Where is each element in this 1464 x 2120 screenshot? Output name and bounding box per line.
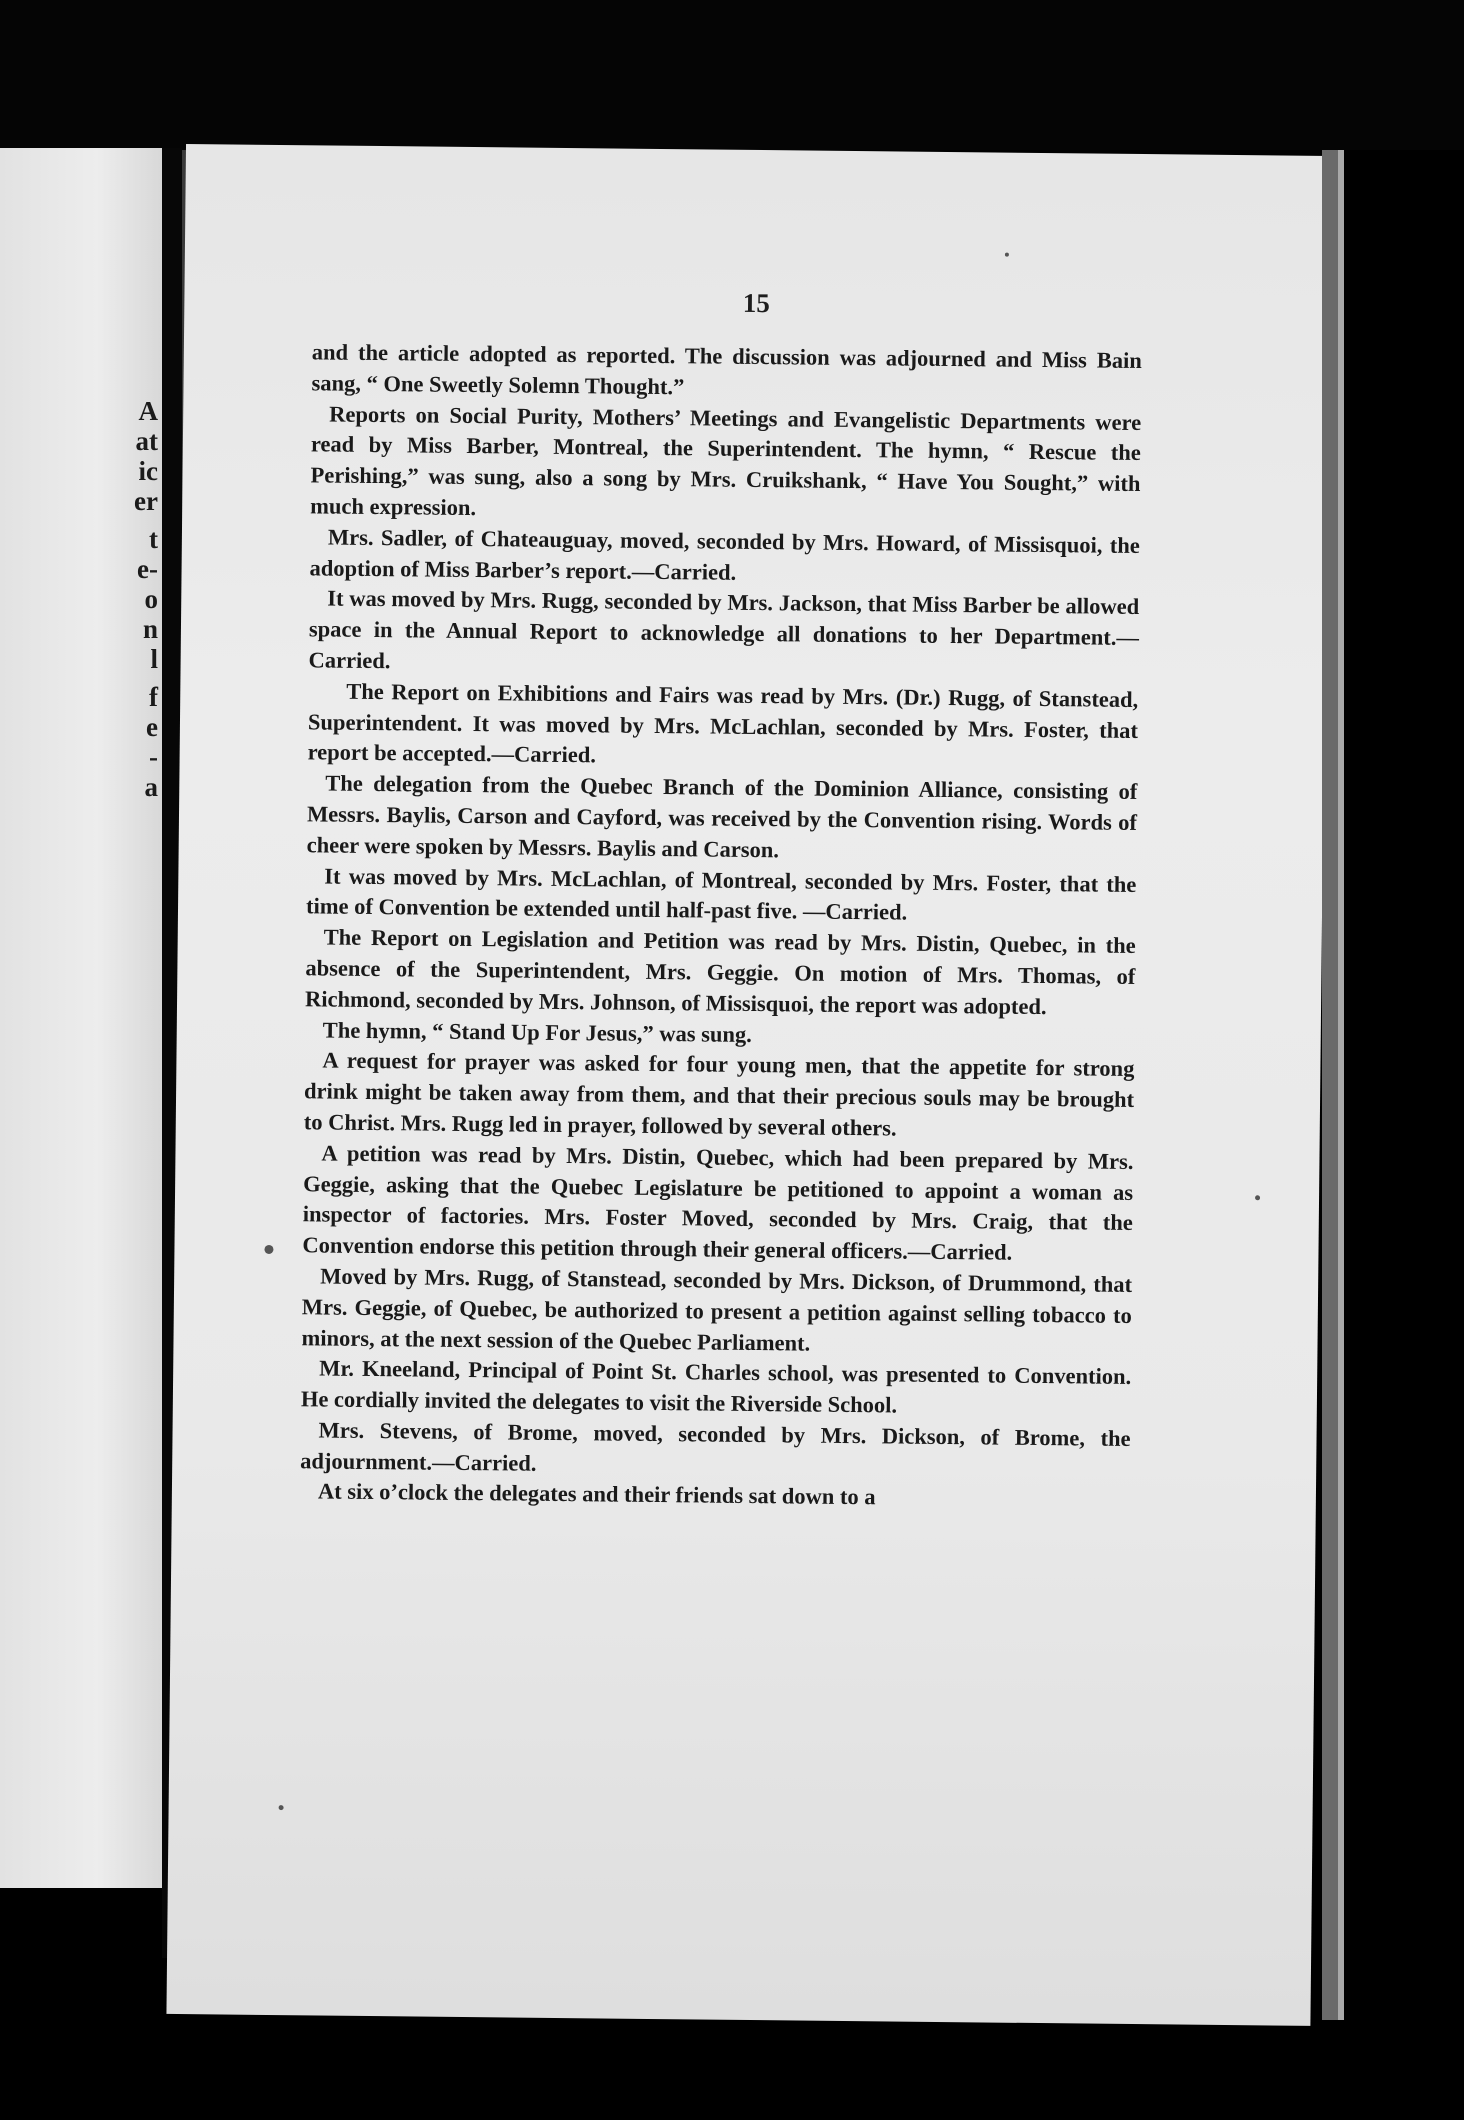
- scan-speck: [1005, 253, 1009, 257]
- left-fragment: at: [135, 426, 158, 456]
- paragraph: The Report on Exhibitions and Fairs was read by Mrs. (Dr.) Rugg, of Stanstead, Superintendent. It was moved by Mrs. McLachlan, seconded by Mrs. Foster, that report be accepted.—Carried.: [307, 678, 1139, 768]
- paragraph: It was moved by Mrs. McLachlan, of Montreal, seconded by Mrs. Foster, that the time of Convention be extended until half-past five. —Carried.: [305, 863, 1137, 925]
- paragraph: It was moved by Mrs. Rugg, seconded by Mrs. Jackson, that Miss Barber be allowed space in the Annual Report to acknowledge all donations to her Department.—Carried.: [308, 585, 1140, 674]
- paragraph: and the article adopted as reported. The discussion was adjourned and Miss Bain sang, “ One Sweetly Solemn Thought.”: [311, 339, 1142, 400]
- paragraph: The hymn, “ Stand Up For Jesus,” was sung.: [322, 1017, 752, 1047]
- paragraph: The delegation from the Quebec Branch of the Dominion Alliance, consisting of Messrs. Baylis, Carson and Cayford, was received by the Convention rising. Words of cheer were spoken by Messrs. Baylis and Carson.: [306, 770, 1138, 863]
- paragraph: At six o’clock the delegates and their friends sat down to a: [317, 1478, 876, 1510]
- left-facing-page: [0, 148, 162, 1888]
- scan-speck: [264, 1245, 273, 1254]
- left-fragment: e-: [137, 554, 158, 584]
- paragraph: A petition was read by Mrs. Distin, Quebec, which had been prepared by Mrs. Geggie, asking that the Quebec Legislature be petitioned to appoint a woman as inspector of factories. Mrs. Foster Moved, seconded by Mrs. Craig, that the Convention endorse this petition through their general officers.—Carried.: [302, 1140, 1134, 1265]
- paragraph: Mrs. Stevens, of Brome, moved, seconded by Mrs. Dickson, of Brome, the adjournment.—Carried.: [300, 1417, 1131, 1476]
- scanner-background: [0, 0, 1464, 150]
- left-fragment: e: [146, 712, 158, 742]
- left-fragment: er: [134, 486, 158, 516]
- left-fragment: ic: [138, 456, 158, 486]
- paragraph: A request for prayer was asked for four young men, that the appetite for strong drink might be taken away from them, and that their precious souls may be brought to Christ. Mrs. Rugg led in prayer, followed by several others.: [303, 1047, 1135, 1141]
- paragraph: Mr. Kneeland, Principal of Point St. Charles school, was presented to Convention. He cordially invited the delegates to visit the Riverside School.: [300, 1355, 1132, 1418]
- page-number: 15: [742, 287, 771, 319]
- page-body-text: [300, 337, 1142, 1516]
- scan-speck: [1255, 1195, 1260, 1200]
- left-fragment: A: [138, 396, 158, 426]
- page-edge: [1338, 150, 1344, 2020]
- left-fragment: l: [150, 644, 158, 674]
- paragraph: The Report on Legislation and Petition was read by Mrs. Distin, Quebec, in the absence of the Superintendent, Mrs. Geggie. On motion of Mrs. Thomas, of Richmond, seconded by Mrs. Johnson, of Missisquoi, the report was adopted.: [304, 924, 1136, 1019]
- left-page-text-fragments: [98, 396, 158, 802]
- left-fragment: t: [149, 524, 158, 554]
- paragraph: Reports on Social Purity, Mothers’ Meetings and Evangelistic Departments were read by Miss Barber, Montreal, the Superintendent. The hymn, “ Rescue the Perishing,” was sung, also a song by Mrs. Cruikshank, “ Have You Sought,” with much expression.: [310, 401, 1142, 521]
- left-fragment: f: [149, 682, 158, 712]
- main-page: [166, 144, 1330, 2026]
- paragraph: Mrs. Sadler, of Chateauguay, moved, seconded by Mrs. Howard, of Missisquoi, the adoption of Miss Barber’s report.—Carried.: [309, 524, 1141, 585]
- left-fragment: o: [144, 584, 158, 614]
- scan-speck: [279, 1805, 284, 1810]
- paragraph: Moved by Mrs. Rugg, of Stanstead, seconded by Mrs. Dickson, of Drummond, that Mrs. Geggie, of Quebec, be authorized to present a petition against selling tobacco to minors, at the next session of the Quebec Parliament.: [301, 1263, 1133, 1356]
- left-fragment: a: [144, 772, 158, 802]
- left-fragment: -: [149, 742, 158, 772]
- page-edge-shadow: [1322, 150, 1338, 2020]
- left-fragment: n: [142, 614, 158, 644]
